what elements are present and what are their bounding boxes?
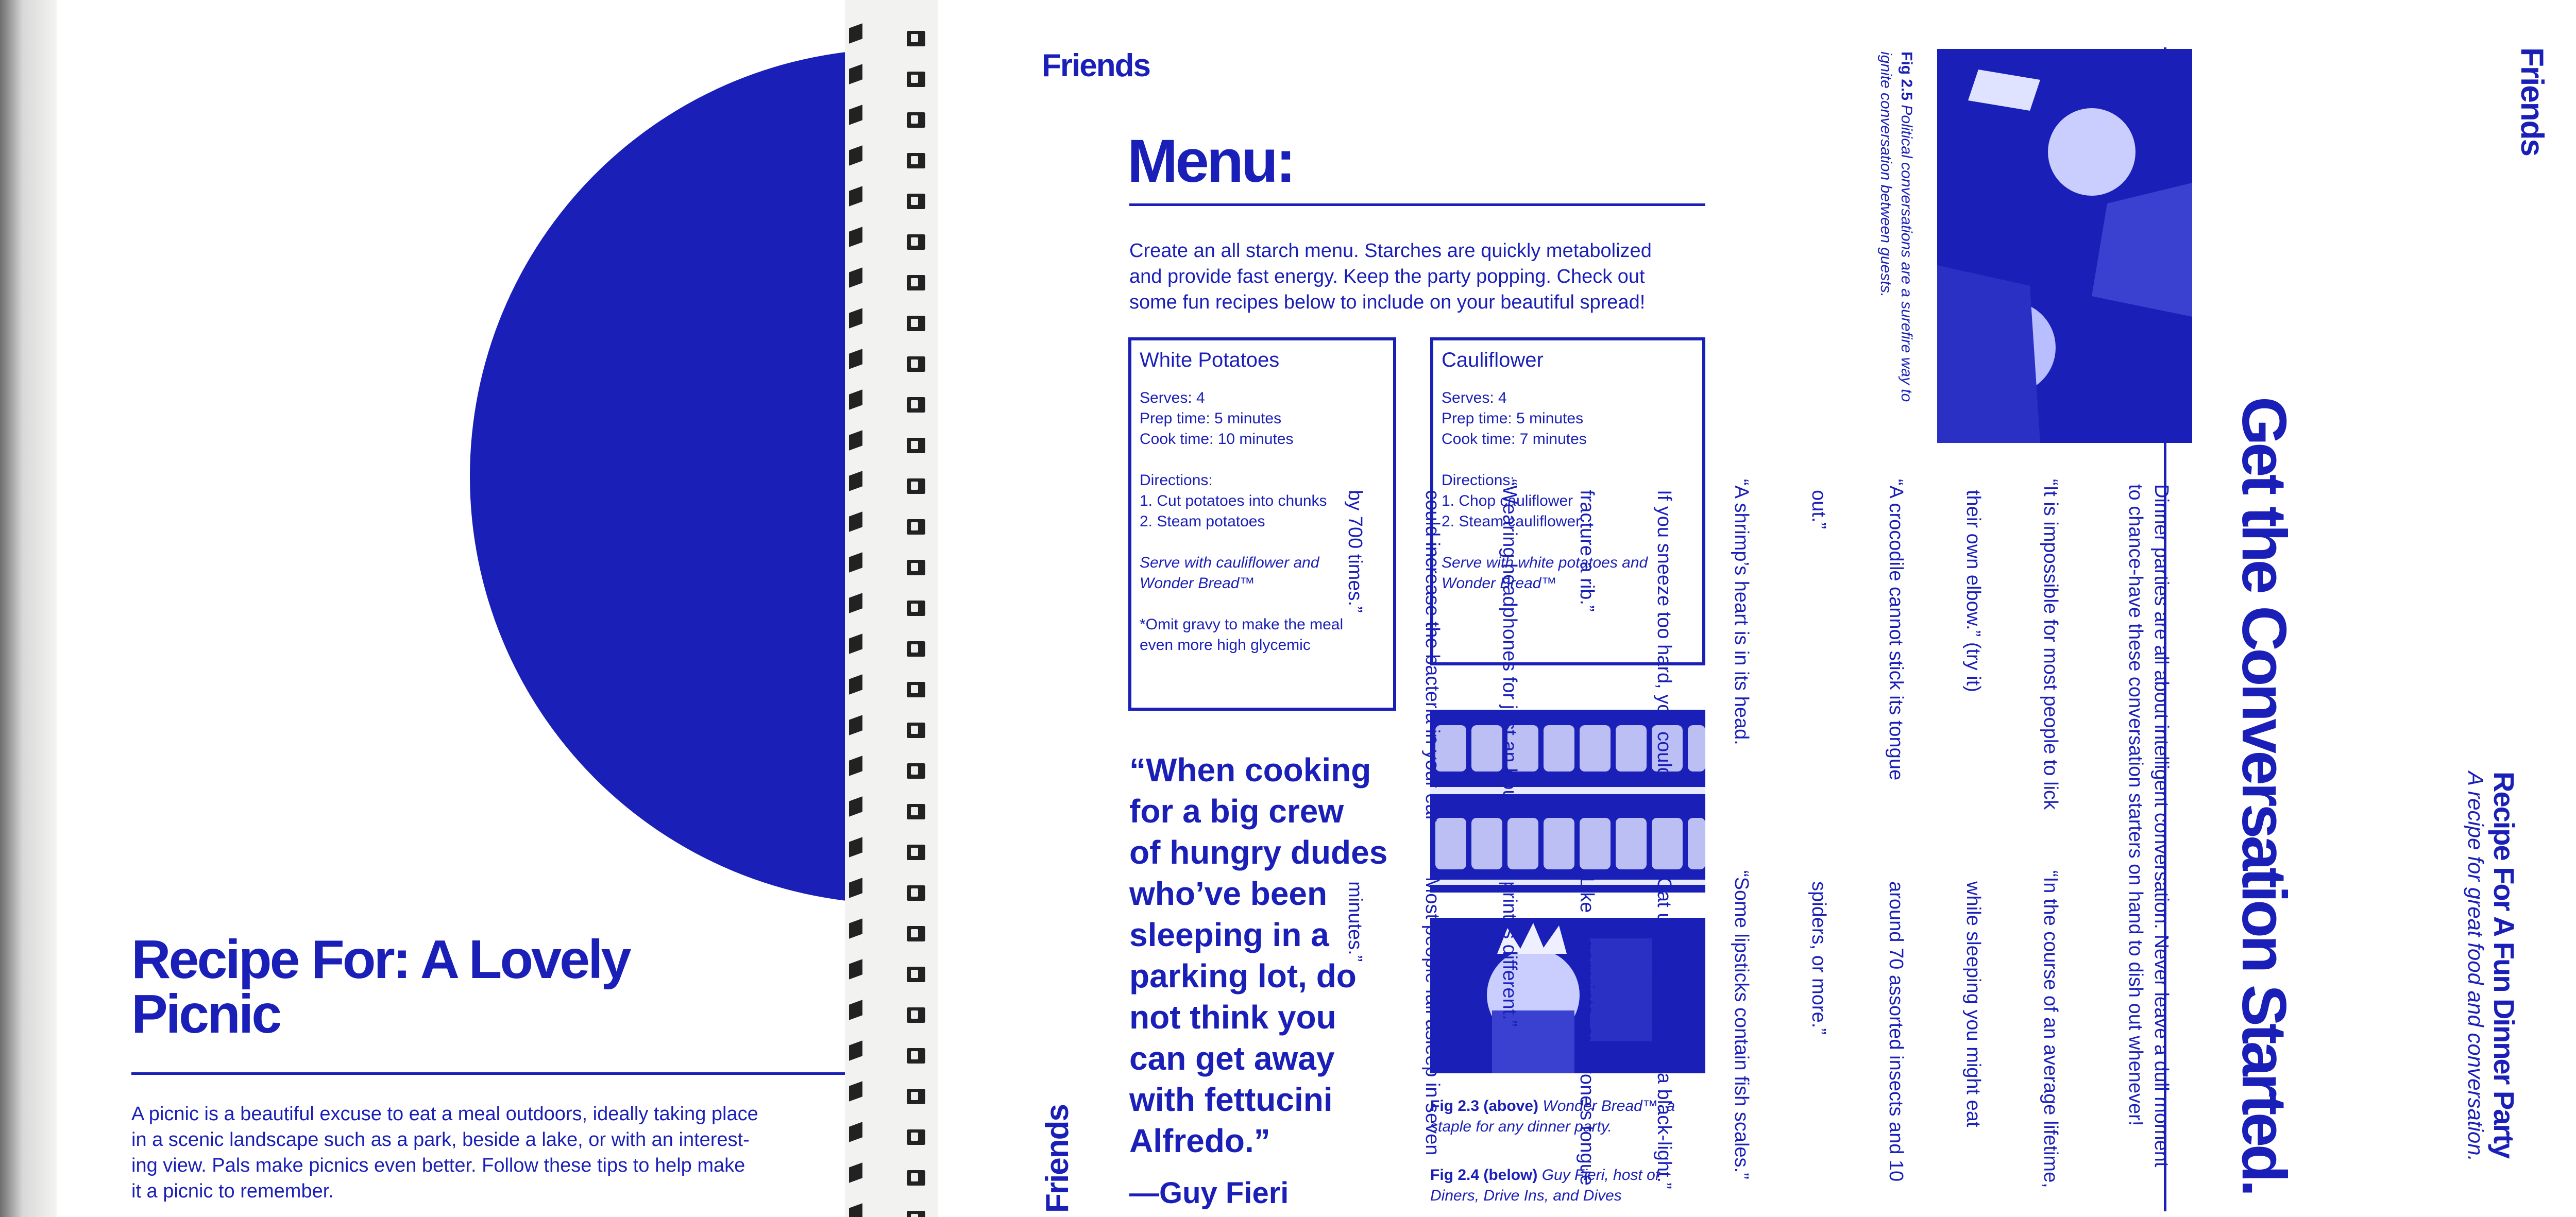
spiral-ring	[907, 275, 925, 290]
intro-line: some fun recipes below to include on your beautiful spread!	[1129, 292, 1646, 313]
quote-line: who’ve been	[1129, 875, 1328, 912]
spiral-ring-back	[849, 1162, 862, 1182]
spiral-ring	[907, 72, 925, 87]
spiral-ring	[907, 560, 925, 575]
recipe-serves: Serves: 4	[1442, 389, 1507, 406]
book-spine-shadow	[0, 0, 57, 1217]
body-line: ing view. Pals make picnics even better. Follow these tips to help make	[131, 1155, 745, 1176]
spiral-ring-back	[849, 105, 862, 125]
recipe-prep: Prep time: 5 minutes	[1140, 410, 1282, 427]
spiral-ring-back	[849, 430, 862, 450]
spiral-ring-back	[849, 593, 862, 613]
recipe-step: 2. Steam cauliflower	[1442, 513, 1581, 530]
fact-line: their own elbow.” (try it)	[1962, 479, 1984, 692]
spiral-ring	[907, 723, 925, 738]
spiral-ring-back	[849, 1000, 862, 1020]
spiral-ring-back	[849, 64, 862, 84]
friends-header: Friends	[1042, 48, 1150, 83]
fig-text: ignite conversation between guests.	[1877, 52, 1894, 297]
quote-line: for a big crew	[1129, 793, 1344, 830]
spiral-ring	[907, 967, 925, 982]
spiral-ring-back	[849, 145, 862, 165]
fact-line: while sleeping you might eat	[1962, 870, 1984, 1127]
fig-2-5-caption	[1875, 52, 1917, 402]
spiral-ring	[907, 153, 925, 168]
book-title-block	[2463, 772, 2519, 1161]
quote-line: not think you	[1129, 999, 1336, 1036]
spiral-ring-back	[849, 186, 862, 206]
quote-line: can get away	[1129, 1040, 1335, 1077]
spiral-ring-back	[849, 308, 862, 328]
fig-text: Guy Fieri, host of	[1541, 1167, 1660, 1184]
fig-text: staple for any dinner party.	[1430, 1118, 1612, 1135]
intro-line: Dinner parties are all about intelligent conversation. Never leave a dull moment	[2150, 484, 2172, 1168]
quote-line: parking lot, do	[1129, 957, 1357, 995]
spiral-ring-back	[849, 227, 862, 247]
spiral-ring	[907, 1007, 925, 1023]
spiral-ring	[907, 601, 925, 616]
spiral-ring-back	[849, 511, 862, 532]
left-page	[57, 0, 845, 1217]
fact-line: “Most people fall asleep in seven	[1421, 870, 1443, 1156]
picnic-title	[131, 929, 630, 1044]
recipe-title: Cauliflower	[1442, 349, 1544, 371]
recipe-directions-label: Directions:	[1140, 472, 1213, 489]
book-title: Recipe For A Fun Dinner Party	[2488, 772, 2520, 1158]
spiral-ring-back	[849, 1122, 862, 1142]
fact-line: by 700 times.”	[1344, 479, 1366, 613]
recipe-step: 1. Chop cauliflower	[1442, 492, 1573, 509]
spiral-ring	[907, 519, 925, 535]
recipe-footnote: *Omit gravy to make the meal	[1140, 616, 1344, 633]
spiral-ring	[907, 1211, 925, 1217]
spiral-ring-back	[849, 1081, 862, 1101]
picnic-title-line-1: Recipe For: A Lovely	[131, 929, 630, 990]
spiral-ring-back	[849, 471, 862, 491]
spiral-ring	[907, 1129, 925, 1145]
conversation-title: Get the Conversation Started.	[2229, 397, 2299, 1194]
spiral-ring-back	[849, 23, 862, 43]
fact-line: “A crocodile cannot stick its tongue	[1885, 479, 1907, 781]
quote-line: sleeping in a	[1129, 916, 1329, 953]
fact-line: print is different.”	[1499, 870, 1520, 1027]
spiral-ring	[907, 926, 925, 941]
political-conversation-photo	[1937, 49, 2192, 443]
friends-side-label: Friends	[1040, 1105, 1075, 1213]
spiral-ring	[907, 356, 925, 372]
spiral-ring-back	[849, 267, 862, 287]
fact-line: spiders, or more.”	[1808, 870, 1829, 1035]
spiral-ring-back	[849, 959, 862, 979]
fact-line: If you sneeze too hard, you could	[1653, 479, 1675, 778]
spiral-ring	[907, 478, 925, 494]
body-line: in a scenic landscape such as a park, beside a lake, or with an interest-	[131, 1129, 750, 1151]
two-men-image	[1937, 49, 2192, 443]
body-line: it a picnic to remember.	[131, 1180, 334, 1202]
recipe-directions-label: Directions:	[1442, 472, 1515, 489]
spiral-ring	[907, 397, 925, 413]
fact-line: “Some lipsticks contain fish scales.”	[1731, 870, 1752, 1179]
fact-line: “Wearing headphones for just an hour	[1499, 479, 1520, 808]
fact-line: minutes.”	[1344, 870, 1366, 962]
spiral-binding	[845, 0, 938, 1217]
spiral-ring	[907, 641, 925, 657]
spiral-ring-back	[849, 918, 862, 938]
quote-line: “When cooking	[1129, 751, 1371, 789]
spiral-ring-back	[849, 633, 862, 654]
spiral-ring	[907, 1089, 925, 1104]
spiral-ring	[907, 112, 925, 128]
intro-line: and provide fast energy. Keep the party popping. Check out	[1129, 266, 1645, 287]
fact-line: “In the course of an average lifetime,	[2040, 870, 2061, 1188]
spiral-ring	[907, 1048, 925, 1064]
recipe-serve-note: Serve with cauliflower and	[1140, 554, 1319, 571]
spiral-ring-back	[849, 674, 862, 694]
spiral-ring-back	[849, 715, 862, 735]
fact-line: “Like fingerprints, everyone’s tongue	[1576, 870, 1598, 1186]
spiral-ring	[907, 845, 925, 860]
fig-text: Political conversations are a surefire way to	[1898, 105, 1915, 402]
spiral-ring	[907, 885, 925, 901]
spiral-ring	[907, 234, 925, 250]
recipe-step: 1. Cut potatoes into chunks	[1140, 492, 1327, 509]
body-line: A picnic is a beautiful excuse to eat a meal outdoors, ideally taking place	[131, 1103, 758, 1125]
fact-line: “It is impossible for most people to lick	[2040, 479, 2061, 810]
spiral-ring-back	[849, 837, 862, 857]
spiral-ring	[907, 31, 925, 46]
recipe-cook: Cook time: 7 minutes	[1442, 431, 1587, 448]
fact-line: “A shrimp’s heart is in its head.	[1731, 479, 1752, 745]
recipe-footnote: even more high glycemic	[1140, 637, 1311, 654]
recipe-title: White Potatoes	[1140, 349, 1280, 371]
recipe-step: 2. Steam potatoes	[1140, 513, 1265, 530]
recipe-serve-note: Serve with white potatoes and	[1442, 554, 1648, 571]
quote-line: of hungry dudes	[1129, 834, 1388, 871]
right-page	[938, 0, 2576, 1217]
fig-text: Diners, Drive Ins, and Dives	[1430, 1187, 1622, 1204]
fig-label: Fig 2.3 (above)	[1430, 1098, 1539, 1115]
quote-line: Alfredo.”	[1129, 1122, 1270, 1159]
picnic-title-line-2: Picnic	[131, 984, 280, 1044]
recipe-serves: Serves: 4	[1140, 389, 1205, 406]
conversation-intro	[2123, 484, 2174, 1168]
spiral-ring	[907, 438, 925, 453]
fact-line: around 70 assorted insects and 10	[1885, 870, 1907, 1182]
fig-label: Fig 2.5	[1898, 52, 1915, 101]
book-subtitle: A recipe for great food and conversation.	[2464, 772, 2488, 1162]
spiral-ring-back	[849, 878, 862, 898]
spiral-ring	[907, 804, 925, 819]
recipe-serve-note: Wonder Bread™	[1140, 575, 1255, 592]
fig-text: Wonder Bread™, a	[1543, 1098, 1675, 1115]
fact-line: “Cat urine glows under a black-light.”	[1653, 870, 1675, 1189]
fact-line: out.”	[1808, 479, 1829, 529]
recipe-serve-note: Wonder Bread™	[1442, 575, 1557, 592]
fact-line: fracture a rib.”	[1576, 479, 1598, 612]
conversation-column-1	[1291, 479, 2115, 821]
spiral-ring-back	[849, 389, 862, 409]
menu-divider	[1129, 203, 1705, 206]
spiral-ring	[907, 194, 925, 209]
picnic-body	[131, 1101, 758, 1204]
quote-line: with fettucini	[1129, 1081, 1333, 1118]
spiral-ring-back	[849, 796, 862, 816]
recipe-cook: Cook time: 10 minutes	[1140, 431, 1294, 448]
intro-line: Create an all starch menu. Starches are quickly metabolized	[1129, 240, 1652, 262]
spiral-ring-back	[849, 1203, 862, 1217]
spiral-ring	[907, 316, 925, 331]
recipe-prep: Prep time: 5 minutes	[1442, 410, 1584, 427]
friends-header-rotated: Friends	[2514, 47, 2550, 156]
conversation-column-2	[1291, 870, 2115, 1189]
spiral-ring	[907, 763, 925, 779]
spiral-ring-back	[849, 552, 862, 572]
quote-author: —Guy Fieri	[1129, 1176, 1289, 1210]
spiral-ring-back	[849, 1040, 862, 1060]
spiral-ring-back	[849, 349, 862, 369]
title-divider	[131, 1072, 853, 1075]
half-circle-graphic	[443, 49, 897, 904]
fig-label: Fig 2.4 (below)	[1430, 1167, 1538, 1184]
spiral-ring-back	[849, 756, 862, 776]
spiral-ring	[907, 1170, 925, 1186]
fact-line: could increase the bacteria in your ear	[1421, 479, 1443, 822]
menu-intro	[1129, 238, 1652, 315]
spiral-ring	[907, 682, 925, 697]
intro-line: to chance-have these conversation starters on hand to dish out whenever!	[2125, 484, 2146, 1126]
menu-title: Menu:	[1127, 127, 1294, 195]
